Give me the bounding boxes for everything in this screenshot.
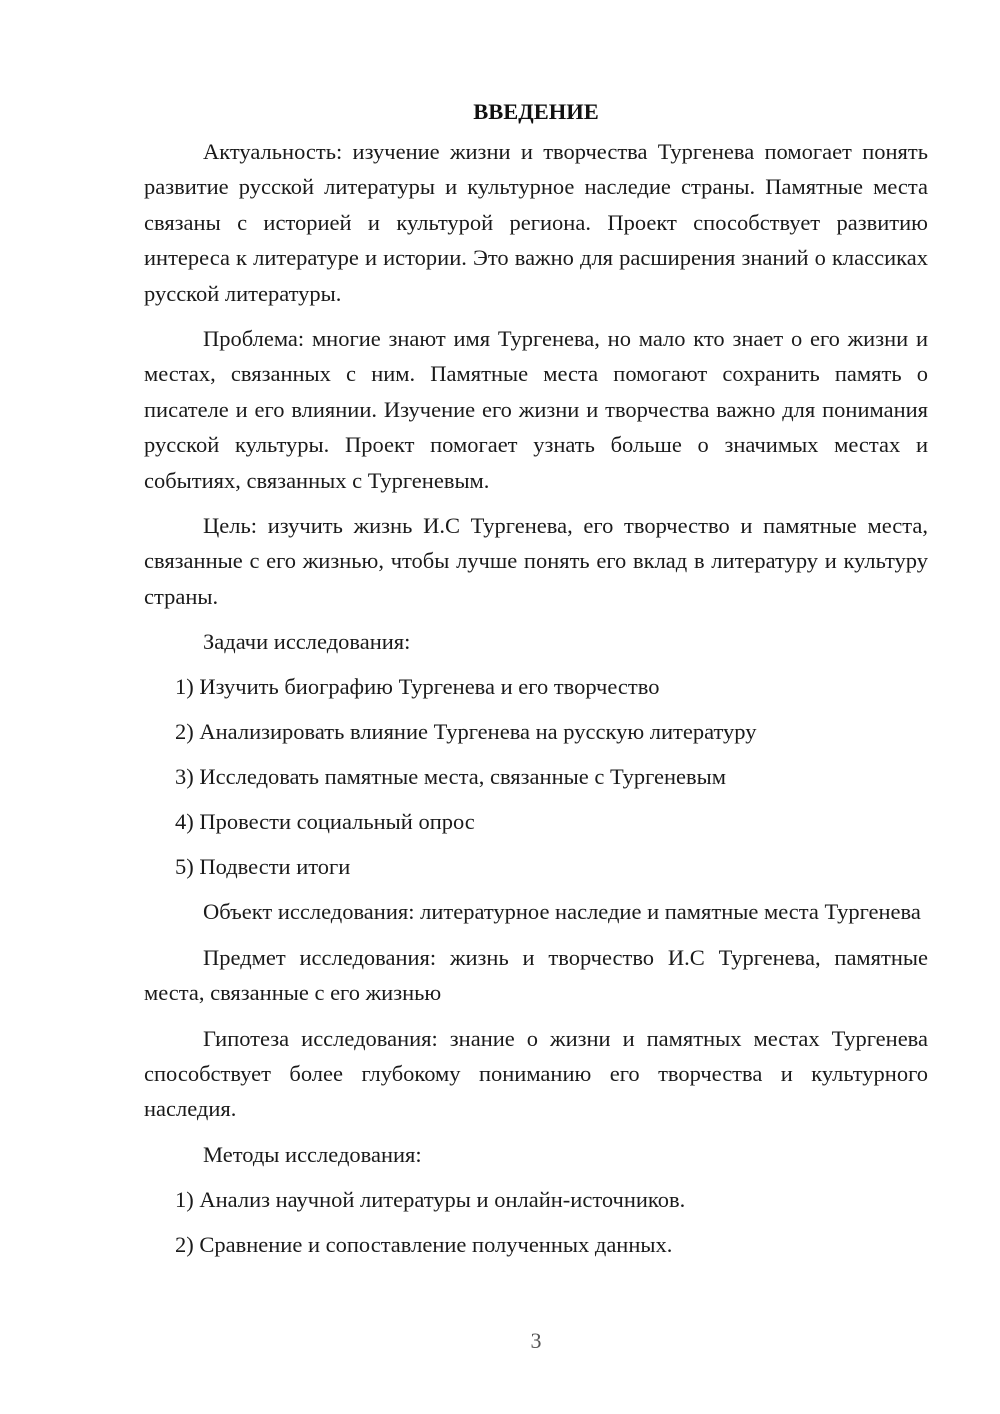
section-title: ВВЕДЕНИЕ bbox=[473, 99, 599, 124]
relevance-paragraph: Актуальность: изучение жизни и творчества Тургенева помогает понять развитие русской литературы и культурное наследие страны. Памятные места связаны с историей и культурой региона. Проект способствует развитию интереса к литературе и истории. Это важно для расширения знаний о классиках русской литературы. bbox=[144, 139, 928, 306]
list-item: 3) Исследовать памятные места, связанные с Тургеневым bbox=[175, 764, 726, 790]
problem-paragraph: Проблема: многие знают имя Тургенева, но мало кто знает о его жизни и местах, связанных с ним. Памятные места помогают сохранить память о писателе и его влиянии. Изучение его жизни и творчества важно для понимания русской культуры. Проект помогает узнать больше о значимых местах и событиях, связанных с Тургеневым. bbox=[144, 326, 928, 493]
page-content bbox=[144, 94, 928, 1272]
list-item: 5) Подвести итоги bbox=[175, 854, 351, 880]
methods-list bbox=[144, 1182, 928, 1262]
hypothesis-paragraph: Гипотеза исследования: знание о жизни и памятных местах Тургенева способствует более глубокому пониманию его творчества и культурного наследия. bbox=[144, 1025, 928, 1122]
list-item: 4) Провести социальный опрос bbox=[175, 809, 475, 835]
object-paragraph: Объект исследования: литературное наследие и памятные места Тургенева bbox=[203, 899, 921, 925]
page-number: 3 bbox=[530, 1328, 542, 1353]
list-item: 1) Изучить биографию Тургенева и его творчество bbox=[175, 674, 660, 700]
tasks-list bbox=[144, 669, 928, 884]
list-item: 2) Сравнение и сопоставление полученных данных. bbox=[175, 1231, 673, 1257]
list-item: 1) Анализ научной литературы и онлайн-источников. bbox=[175, 1186, 686, 1212]
subject-paragraph: Предмет исследования: жизнь и творчество И.С Тургенева, памятные места, связанные с его жизнью bbox=[144, 944, 928, 1006]
tasks-heading: Задачи исследования: bbox=[203, 629, 411, 655]
goal-paragraph: Цель: изучить жизнь И.С Тургенева, его творчество и памятные места, связанные с его жизнью, чтобы лучше понять его вклад в литературу и культуру страны. bbox=[144, 513, 928, 609]
methods-heading: Методы исследования: bbox=[203, 1141, 422, 1167]
list-item: 2) Анализировать влияние Тургенева на русскую литературу bbox=[175, 719, 757, 745]
